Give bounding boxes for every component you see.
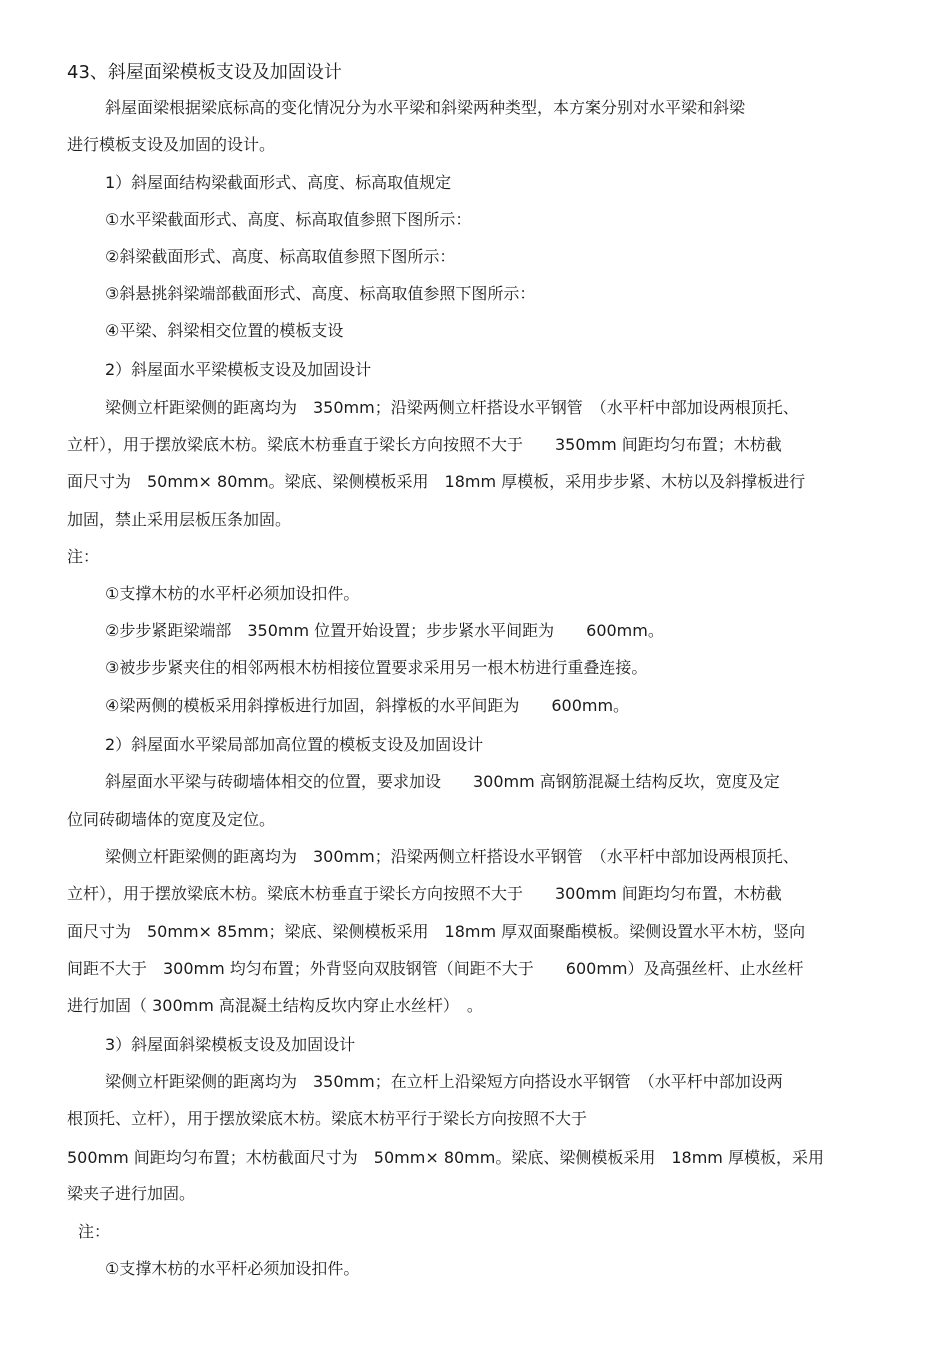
list-item: ②步步紧距梁端部 350mm 位置开始设置；步步紧水平间距为 600mm。 bbox=[105, 621, 664, 640]
paragraph-line: 位同砖砌墙体的宽度及定位。 bbox=[67, 810, 276, 829]
paragraph-line: 立杆），用于摆放梁底木枋。梁底木枋垂直于梁长方向按照不大于 350mm 间距均匀布置；木枋截 bbox=[67, 435, 782, 454]
note-label: 注： bbox=[78, 1222, 111, 1241]
subheading: 2）斜屋面水平梁局部加高位置的模板支设及加固设计 bbox=[105, 735, 484, 754]
paragraph-line: 500mm 间距均匀布置；木枋截面尺寸为 50mm× 80mm。梁底、梁侧模板采用 18mm 厚模板，采用 bbox=[67, 1148, 824, 1167]
list-item: ③被步步紧夹住的相邻两根木枋相接位置要求采用另一根木枋进行重叠连接。 bbox=[105, 658, 648, 677]
subheading: 3）斜屋面斜梁模板支设及加固设计 bbox=[105, 1035, 356, 1054]
subheading: 1）斜屋面结构梁截面形式、高度、标高取值规定 bbox=[105, 173, 452, 192]
list-item: ③斜悬挑斜梁端部截面形式、高度、标高取值参照下图所示： bbox=[105, 284, 536, 303]
paragraph-line: 斜屋面梁根据梁底标高的变化情况分为水平梁和斜梁两种类型，本方案分别对水平梁和斜梁 bbox=[105, 98, 746, 117]
paragraph-line: 面尺寸为 50mm× 80mm。梁底、梁侧模板采用 18mm 厚模板，采用步步紧、木枋以及斜撑板进行 bbox=[67, 472, 806, 491]
list-item: ②斜梁截面形式、高度、标高取值参照下图所示： bbox=[105, 247, 456, 266]
paragraph-line: 梁侧立杆距梁侧的距离均为 350mm；在立杆上沿梁短方向搭设水平钢管 （水平杆中部加设两 bbox=[105, 1072, 783, 1091]
paragraph-line: 根顶托、立杆），用于摆放梁底木枋。梁底木枋平行于梁长方向按照不大于 bbox=[67, 1109, 588, 1128]
paragraph-line: 梁夹子进行加固。 bbox=[67, 1184, 196, 1203]
list-item: ①支撑木枋的水平杆必须加设扣件。 bbox=[105, 1259, 360, 1278]
paragraph-line: 加固，禁止采用层板压条加固。 bbox=[67, 510, 292, 529]
paragraph-line: 斜屋面水平梁与砖砌墙体相交的位置，要求加设 300mm 高钢筋混凝土结构反坎，宽度及定 bbox=[105, 772, 780, 791]
subheading: 2）斜屋面水平梁模板支设及加固设计 bbox=[105, 360, 372, 379]
paragraph-line: 梁侧立杆距梁侧的距离均为 300mm；沿梁两侧立杆搭设水平钢管 （水平杆中部加设两根顶托、 bbox=[105, 847, 799, 866]
paragraph-line: 间距不大于 300mm 均匀布置；外背竖向双肢钢管（间距不大于 600mm）及高强丝杆、止水丝杆 bbox=[67, 959, 804, 978]
paragraph-line: 进行模板支设及加固的设计。 bbox=[67, 135, 276, 154]
paragraph-line: 立杆），用于摆放梁底木枋。梁底木枋垂直于梁长方向按照不大于 300mm 间距均匀布置，木枋截 bbox=[67, 884, 782, 903]
list-item: ①支撑木枋的水平杆必须加设扣件。 bbox=[105, 584, 360, 603]
list-item: ④梁两侧的模板采用斜撑板进行加固，斜撑板的水平间距为 600mm。 bbox=[105, 696, 630, 715]
paragraph-line: 进行加固（ 300mm 高混凝土结构反坎内穿止水丝杆） 。 bbox=[67, 996, 483, 1015]
paragraph-line: 梁侧立杆距梁侧的距离均为 350mm；沿梁两侧立杆搭设水平钢管 （水平杆中部加设两根顶托、 bbox=[105, 398, 799, 417]
list-item: ④平梁、斜梁相交位置的模板支设 bbox=[105, 321, 344, 340]
list-item: ①水平梁截面形式、高度、标高取值参照下图所示： bbox=[105, 210, 472, 229]
paragraph-line: 面尺寸为 50mm× 85mm；梁底、梁侧模板采用 18mm 厚双面聚酯模板。梁侧设置水平木枋，竖向 bbox=[67, 922, 806, 941]
section-heading: 43、斜屋面梁模板支设及加固设计 bbox=[67, 62, 342, 83]
note-label: 注： bbox=[67, 547, 100, 566]
